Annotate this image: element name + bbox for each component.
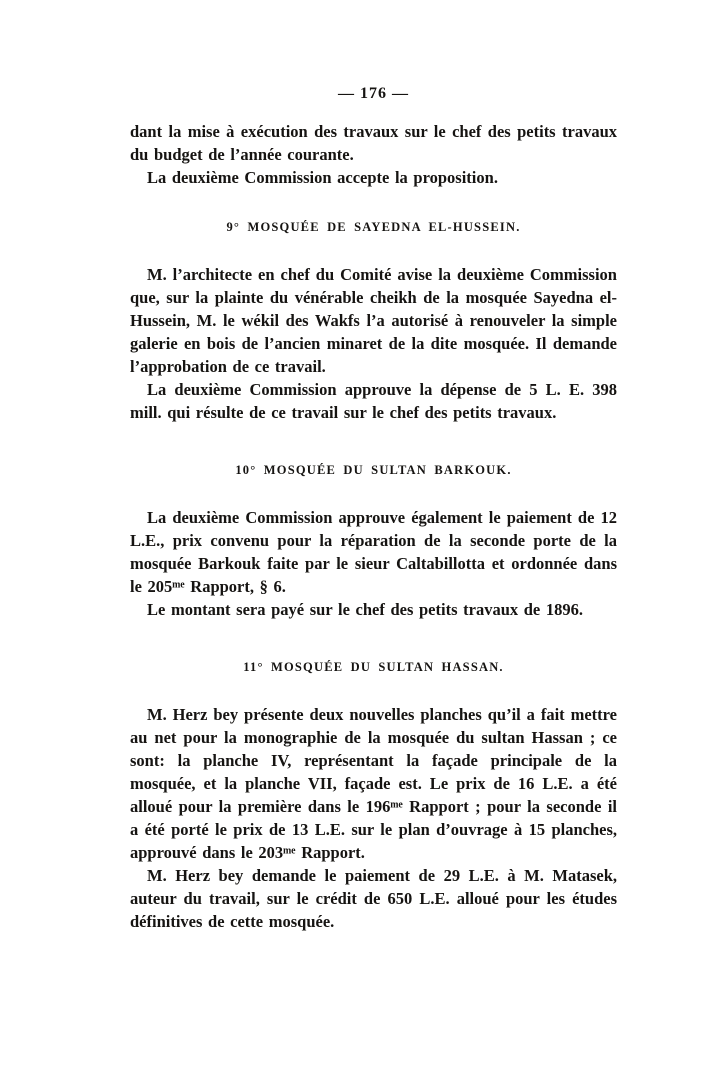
paragraph-section-9-decision: La deuxième Commission approuve la dépense de 5 L. E. 398 mill. qui résulte de ce travail sur le chef des petits travaux. <box>130 380 617 422</box>
paragraph-continuation: dant la mise à exécution des travaux sur le chef des petits travaux du budget de l’année courante. <box>130 122 617 164</box>
section-heading-9-mosquee-sayedna-el-hussein: 9° MOSQUÉE DE SAYEDNA EL-HUSSEIN. <box>226 220 521 234</box>
paragraph-section-11-request: M. Herz bey demande le paiement de 29 L.E. à M. Matasek, auteur du travail, sur le crédit de 650 L.E. alloué pour les études définitives de cette mosquée. <box>130 866 617 931</box>
page-number: — 176 — <box>338 85 409 102</box>
paragraph-section-11-report: M. Herz bey présente deux nouvelles planches qu’il a fait mettre au net pour la monographie de la mosquée du sultan Hassan ; ce sont: la planche IV, représentant la façade principale de la mosquée, et la planche VII, façade est. Le prix de 16 L.E. a été alloué pour la première dans le 196ᵐᵉ Rapport ; pour la seconde il a été porté le prix de 13 L.E. sur le plan d’ouvrage à 15 planches, approuvé dans le 203ᵐᵉ Rapport. <box>130 705 617 862</box>
document-body <box>130 120 617 933</box>
section-heading-10-mosquee-sultan-barkouk: 10° MOSQUÉE DU SULTAN BARKOUK. <box>235 463 512 477</box>
paragraph-intro-decision: La deuxième Commission accepte la proposition. <box>147 168 498 187</box>
paragraph-section-10-report: La deuxième Commission approuve également le paiement de 12 L.E., prix convenu pour la réparation de la seconde porte de la mosquée Barkouk faite par le sieur Caltabillotta et ordonnée dans le 205ᵐᵉ Rapport, § 6. <box>130 508 617 596</box>
section-heading-11-mosquee-sultan-hassan: 11° MOSQUÉE DU SULTAN HASSAN. <box>243 660 504 674</box>
paragraph-section-10-decision: Le montant sera payé sur le chef des petits travaux de 1896. <box>147 600 583 619</box>
paragraph-section-9-report: M. l’architecte en chef du Comité avise la deuxième Commission que, sur la plainte du vénérable cheikh de la mosquée Sayedna el-Hussein, M. le wékil des Wakfs l’a autorisé à renouveler la simple galerie en bois de l’ancien minaret de la dite mosquée. Il demande l’approbation de ce travail. <box>130 265 617 376</box>
